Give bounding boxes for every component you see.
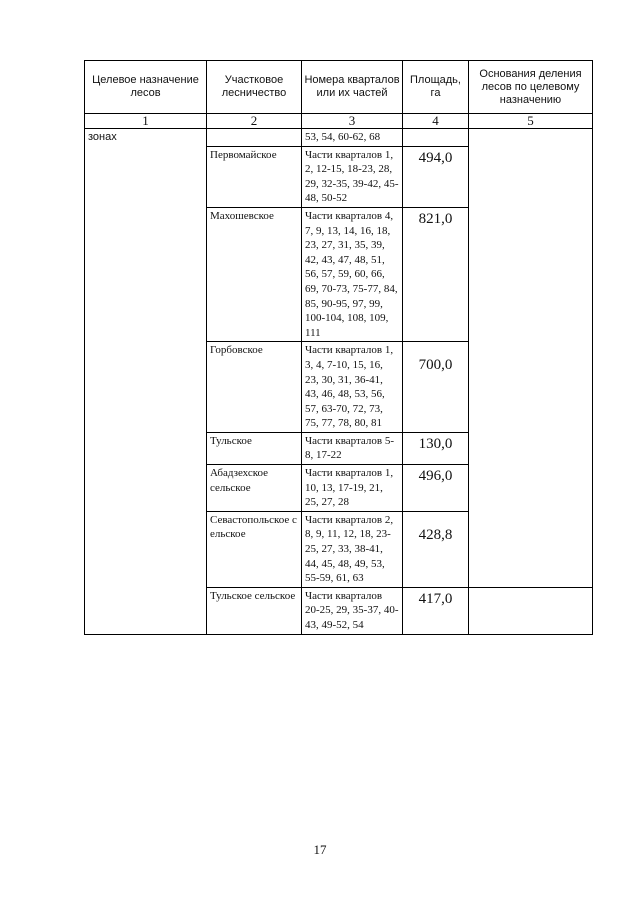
quarters-cell: Части кварталов 5-8, 17-22 xyxy=(302,432,403,464)
area-cell: 496,0 xyxy=(403,465,469,512)
page-number: 17 xyxy=(313,842,327,857)
forest-purpose-table xyxy=(84,60,593,635)
basis-cell xyxy=(469,129,593,588)
quarters-cell: Части кварталов 1, 3, 4, 7-10, 15, 16, 23, 30, 31, 36-41, 43, 46, 48, 53, 56, 57, 63-70, 72, 73, 75, 77, 78, 80, 81 xyxy=(302,342,403,433)
area-cell: 130,0 xyxy=(403,432,469,464)
column-number: 4 xyxy=(403,114,469,129)
column-number-row xyxy=(85,114,593,129)
forestry-cell: Махошевское xyxy=(207,207,302,341)
area-cell: 700,0 xyxy=(403,342,469,433)
quarters-cell: Части кварталов 1, 10, 13, 17-19, 21, 25, 27, 28 xyxy=(302,465,403,512)
forestry-cell: Тульское сельское xyxy=(207,587,302,634)
area-cell: 428,8 xyxy=(403,511,469,587)
header-area: Площадь, га xyxy=(403,61,469,114)
quarters-cell: Части кварталов 4, 7, 9, 13, 14, 16, 18, 23, 27, 31, 35, 39, 42, 43, 47, 48, 51, 56, 57, 59, 60, 66, 69, 70-73, 75-77, 84, 85, 90-95, 97, 99, 100-104, 108, 109, 111 xyxy=(302,207,403,341)
quarters-cell: Части кварталов 20-25, 29, 35-37, 40-43, 49-52, 54 xyxy=(302,587,403,634)
purpose-cell: зонах xyxy=(85,129,207,635)
forestry-cell xyxy=(207,129,302,147)
area-cell: 494,0 xyxy=(403,146,469,207)
basis-cell xyxy=(469,587,593,634)
column-number: 2 xyxy=(207,114,302,129)
column-number: 3 xyxy=(302,114,403,129)
header-quarters: Номера кварталов или их частей xyxy=(302,61,403,114)
area-cell: 417,0 xyxy=(403,587,469,634)
forestry-cell: Тульское xyxy=(207,432,302,464)
table-header-row xyxy=(85,61,593,114)
quarters-cell: Части кварталов 2, 8, 9, 11, 12, 18, 23-25, 27, 33, 38-41, 44, 45, 48, 49, 53, 55-59, 61, 63 xyxy=(302,511,403,587)
area-cell xyxy=(403,129,469,147)
table-row xyxy=(85,129,593,147)
column-number: 5 xyxy=(469,114,593,129)
header-purpose: Целевое назначение лесов xyxy=(85,61,207,114)
area-cell: 821,0 xyxy=(403,207,469,341)
forestry-cell: Абадзехское сельское xyxy=(207,465,302,512)
forestry-cell: Горбовское xyxy=(207,342,302,433)
quarters-cell: Части кварталов 1, 2, 12-15, 18-23, 28, 29, 32-35, 39-42, 45-48, 50-52 xyxy=(302,146,403,207)
forestry-cell: Севастопольское сельское xyxy=(207,511,302,587)
header-basis: Основания деления лесов по целевому назначению xyxy=(469,61,593,114)
header-forestry: Участковое лесничество xyxy=(207,61,302,114)
forestry-cell: Первомайское xyxy=(207,146,302,207)
column-number: 1 xyxy=(85,114,207,129)
quarters-cell: 53, 54, 60-62, 68 xyxy=(302,129,403,147)
